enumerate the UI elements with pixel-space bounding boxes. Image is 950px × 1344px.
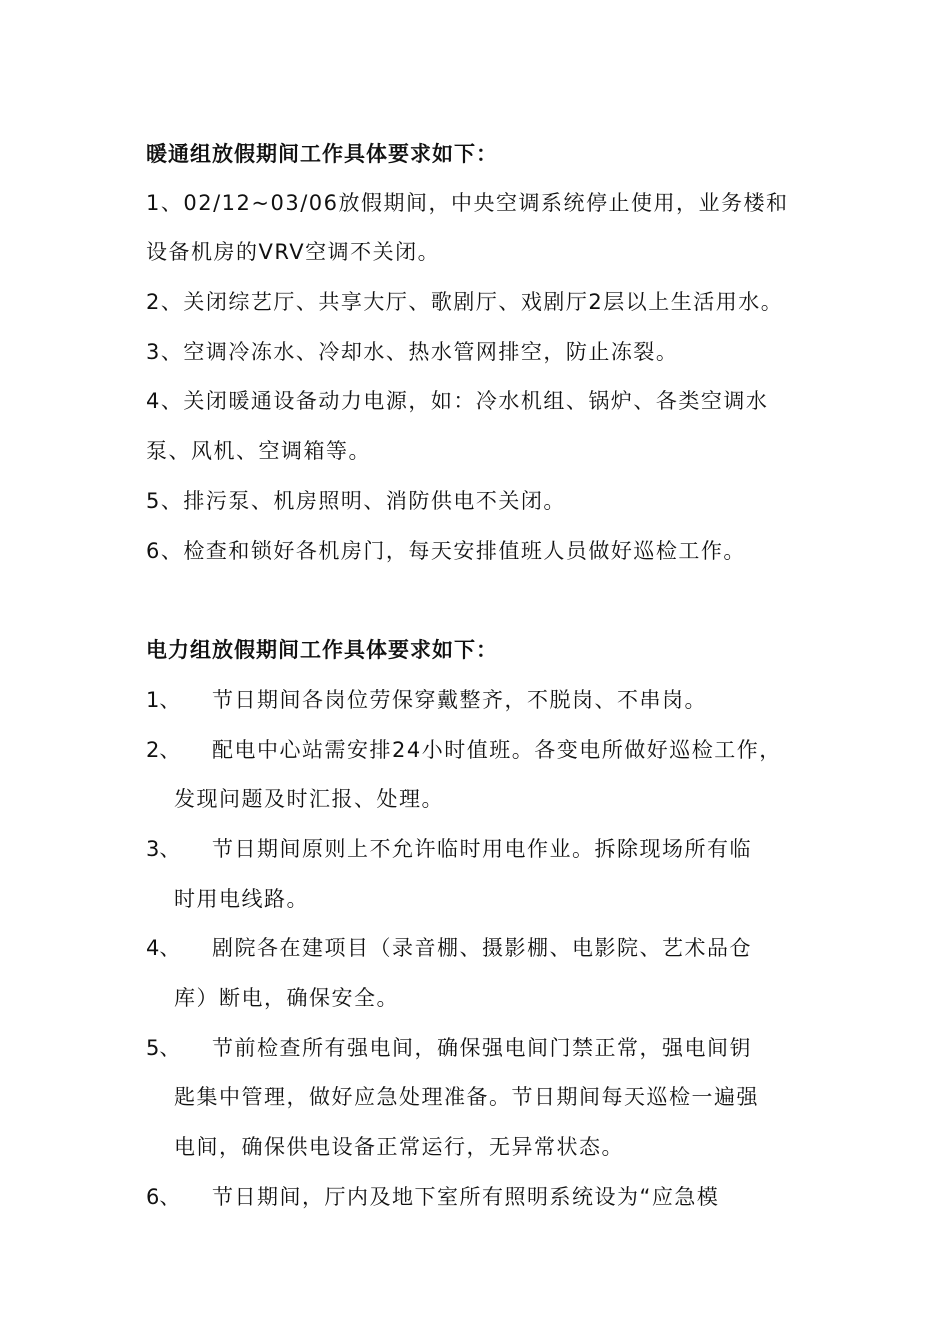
power-item-5-cont-2: 电间，确保供电设备正常运行，无异常状态。 bbox=[174, 1135, 624, 1159]
hvac-item-6: 6、检查和锁好各机房门，每天安排值班人员做好巡检工作。 bbox=[146, 539, 746, 563]
power-item-4-cont: 库）断电，确保安全。 bbox=[174, 986, 399, 1010]
hvac-item-4-cont: 泵、风机、空调箱等。 bbox=[146, 439, 371, 463]
power-item-4-number: 4、 bbox=[146, 936, 181, 960]
power-item-2-number: 2、 bbox=[146, 738, 181, 762]
hvac-item-2: 2、关闭综艺厅、共享大厅、歌剧厅、戏剧厅2层以上生活用水。 bbox=[146, 290, 784, 314]
power-item-3-number: 3、 bbox=[146, 837, 181, 861]
power-item-5-number: 5、 bbox=[146, 1036, 181, 1060]
power-item-1-number: 1、 bbox=[146, 688, 181, 712]
power-item-5-cont-1: 匙集中管理，做好应急处理准备。节日期间每天巡检一遍强 bbox=[174, 1085, 759, 1109]
power-item-6-number: 6、 bbox=[146, 1185, 181, 1209]
hvac-item-3: 3、空调冷冻水、冷却水、热水管网排空，防止冻裂。 bbox=[146, 340, 679, 364]
hvac-item-1: 1、02/12~03/06放假期间，中央空调系统停止使用，业务楼和 bbox=[146, 191, 789, 215]
power-item-3-cont: 时用电线路。 bbox=[174, 887, 309, 911]
power-item-4-text: 剧院各在建项目（录音棚、摄影棚、电影院、艺术品仓 bbox=[212, 936, 752, 960]
power-item-6-text: 节日期间，厅内及地下室所有照明系统设为“应急模 bbox=[212, 1185, 720, 1209]
hvac-heading: 暖通组放假期间工作具体要求如下： bbox=[146, 142, 498, 166]
power-item-5-text: 节前检查所有强电间，确保强电间门禁正常，强电间钥 bbox=[212, 1036, 752, 1060]
hvac-item-1-cont: 设备机房的VRV空调不关闭。 bbox=[146, 240, 441, 264]
power-item-2-text: 配电中心站需安排24小时值班。各变电所做好巡检工作， bbox=[212, 738, 782, 762]
hvac-item-5: 5、排污泵、机房照明、消防供电不关闭。 bbox=[146, 489, 566, 513]
power-heading: 电力组放假期间工作具体要求如下： bbox=[146, 638, 498, 662]
power-item-3-text: 节日期间原则上不允许临时用电作业。拆除现场所有临 bbox=[212, 837, 752, 861]
power-item-1-text: 节日期间各岗位劳保穿戴整齐，不脱岗、不串岗。 bbox=[212, 688, 707, 712]
hvac-item-4: 4、关闭暖通设备动力电源，如：冷水机组、锅炉、各类空调水 bbox=[146, 389, 769, 413]
power-item-2-cont: 发现问题及时汇报、处理。 bbox=[174, 787, 444, 811]
